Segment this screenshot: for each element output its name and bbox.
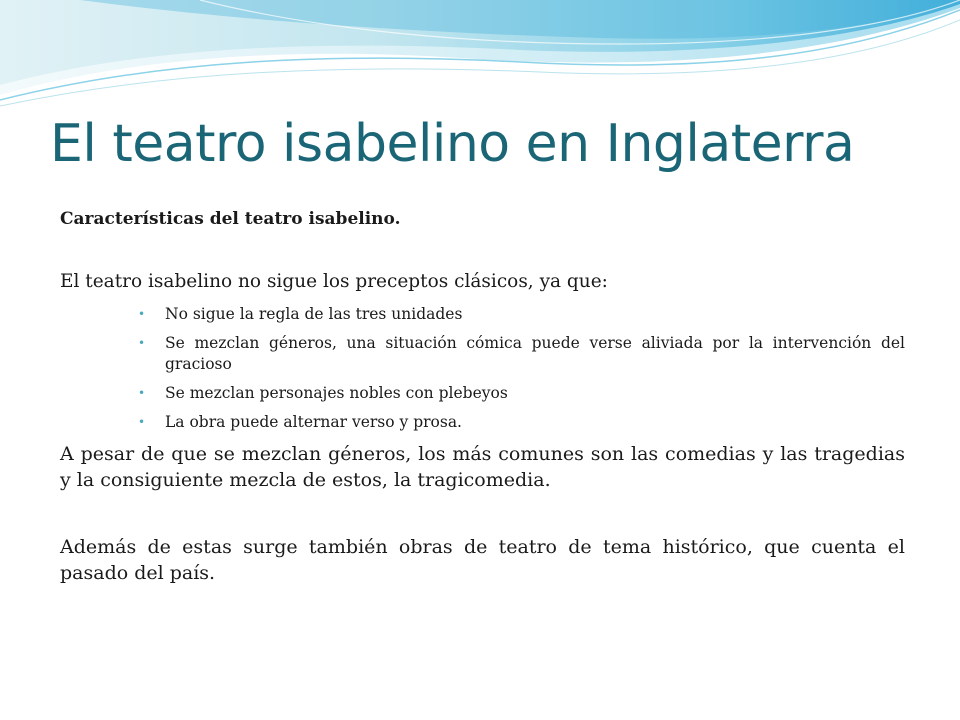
- section-subtitle: Características del teatro isabelino.: [60, 209, 401, 229]
- bullet-icon: •: [138, 386, 146, 401]
- slide-body: [60, 208, 905, 586]
- list-item: [60, 333, 905, 375]
- list-item-text: Se mezclan personajes nobles con plebeyos: [165, 384, 508, 403]
- slide-title: El teatro isabelino en Inglaterra: [50, 114, 855, 174]
- bullet-icon: •: [138, 336, 146, 351]
- list-item: [60, 304, 905, 325]
- list-item-text: La obra puede alternar verso y prosa.: [165, 413, 462, 432]
- intro-text: El teatro isabelino no sigue los preceptos clásicos, ya que:: [60, 271, 608, 293]
- list-item: [60, 383, 905, 404]
- header-wave-decoration: [0, 0, 960, 110]
- paragraph-historical: Además de estas surge también obras de teatro de tema histórico, que cuenta el pasado del país.: [60, 536, 905, 585]
- characteristics-list: [60, 304, 905, 433]
- list-item-text: Se mezclan géneros, una situación cómica puede verse aliviada por la intervención del gracioso: [165, 334, 905, 374]
- bullet-icon: •: [138, 307, 146, 322]
- paragraph-genres: A pesar de que se mezclan géneros, los más comunes son las comedias y las tragedias y la consiguiente mezcla de estos, la tragicomedia.: [60, 443, 905, 492]
- list-item: [60, 412, 905, 433]
- bullet-icon: •: [138, 415, 146, 430]
- list-item-text: No sigue la regla de las tres unidades: [165, 305, 463, 324]
